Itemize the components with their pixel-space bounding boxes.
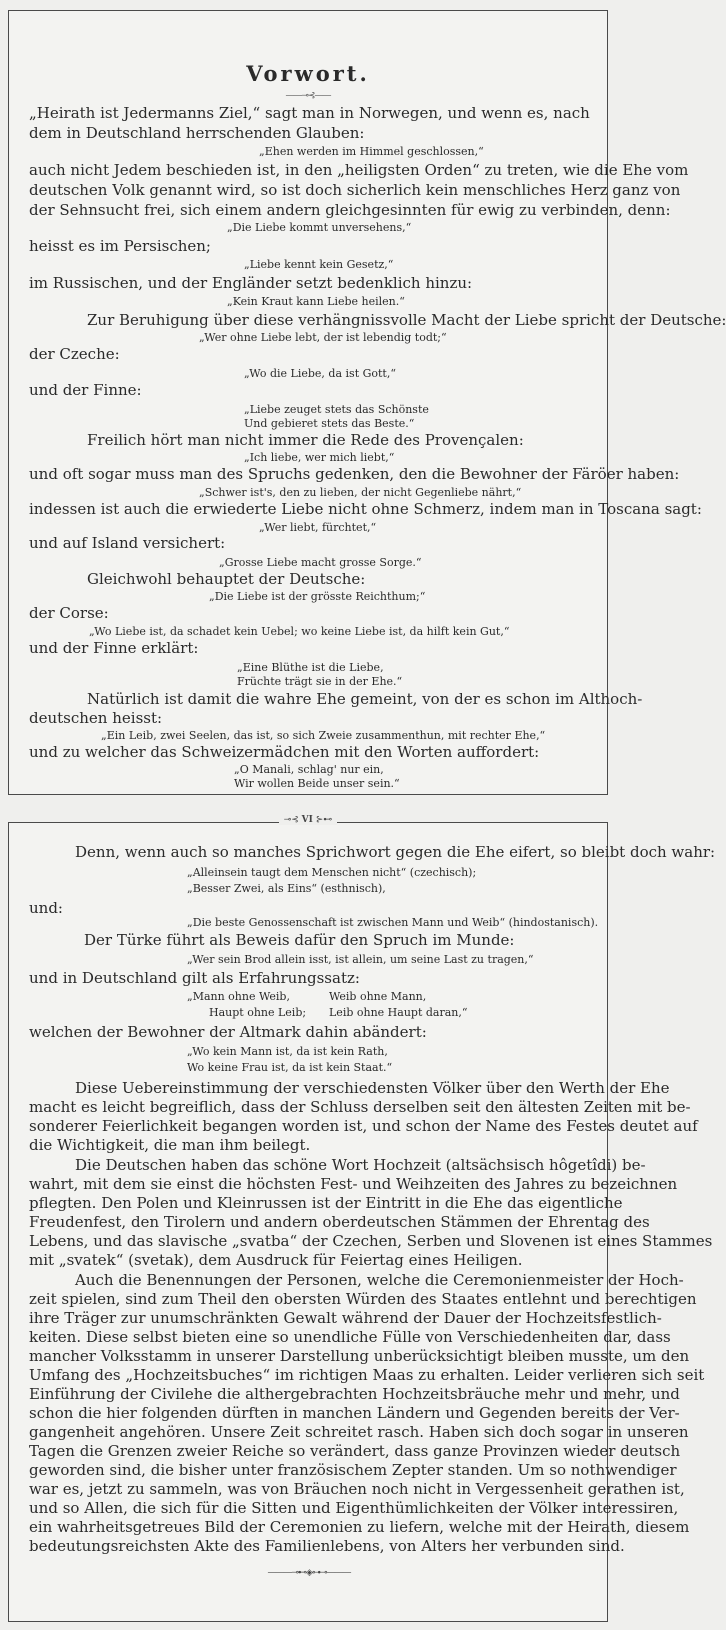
text-line: der Sehnsucht frei, sich einem andern gleichgesinnten für ewig zu verbinden, denn: (29, 201, 671, 219)
text-line: und der Finne erklärt: (29, 639, 199, 657)
text-line: mancher Volksstamm in unserer Darstellung unberücksichtigt bleiben musste, um den (29, 1347, 690, 1365)
text-line: indessen ist auch die erwiederte Liebe nicht ohne Schmerz, indem man in Toscana sagt: (29, 500, 702, 518)
text-line: macht es leicht begreiflich, dass der Schluss derselben seit den ältesten Zeiten mit be- (29, 1098, 691, 1116)
quote-line: „Die beste Genossenschaft ist zwischen Mann und Weib“ (hindostanisch). (187, 916, 599, 929)
text-line: pflegten. Den Polen und Kleinrussen ist der Eintritt in die Ehe das eigentliche (29, 1194, 623, 1212)
text-line: heisst es im Persischen; (29, 237, 211, 255)
end-ornament: ———⊸⊷◈⊶⊸——— (267, 1568, 351, 1578)
text-line: der Corse: (29, 604, 109, 622)
text-line: Auch die Benennungen der Personen, welche die Ceremonienmeister der Hoch- (75, 1271, 684, 1289)
quote-line: „Liebe zeuget stets das Schönste (244, 403, 429, 416)
quote-line: „Ehen werden im Himmel geschlossen,“ (259, 145, 484, 158)
quote-line: „Die Liebe ist der grösste Reichthum;“ (209, 590, 426, 603)
page-vorwort (8, 10, 726, 795)
text-line: Lebens, und das slavische „svatba“ der Czechen, Serben und Slovenen ist eines Stammes (29, 1232, 713, 1250)
text-line: mit „svatek“ (svetak), dem Ausdruck für Feiertag eines Heiligen. (29, 1251, 523, 1269)
text-line: Tagen die Grenzen zweier Reiche so verändert, dass ganze Provinzen wieder deutsch (29, 1442, 681, 1460)
text-line: gangenheit angehören. Unsere Zeit schreitet rasch. Haben sich doch sogar in unseren (29, 1423, 689, 1441)
text-line: Natürlich ist damit die wahre Ehe gemeint, von der es schon im Althoch- (87, 690, 643, 708)
quote-line: „Mann ohne Weib, (187, 990, 290, 1003)
text-line: keiten. Diese selbst bieten eine so unendliche Fülle von Verschiedenheiten dar, dass (29, 1328, 671, 1346)
text-line: und: (29, 899, 63, 917)
text-line: und zu welcher das Schweizermädchen mit den Worten auffordert: (29, 743, 540, 761)
text-line: wahrt, mit dem sie einst die höchsten Fest- und Weihzeiten des Jahres zu bezeichnen (29, 1175, 678, 1193)
quote-line: Leib ohne Haupt daran,“ (329, 1006, 468, 1019)
text-line: und in Deutschland gilt als Erfahrungssatz: (29, 969, 360, 987)
text-line: und oft sogar muss man des Spruchs gedenken, den die Bewohner der Färöer haben: (29, 465, 680, 483)
text-line: dem in Deutschland herrschenden Glauben: (29, 124, 365, 142)
text-line: war es, jetzt zu sammeln, was von Bräuchen noch nicht in Vergessenheit gerathen ist, (29, 1480, 685, 1498)
quote-line: „O Manali, schlag' nur ein, (234, 763, 384, 776)
quote-line: „Ein Leib, zwei Seelen, das ist, so sich Zweie zusammenthun, mit rechter Ehe,“ (101, 729, 546, 742)
text-line: der Czeche: (29, 345, 120, 363)
text-line: Diese Uebereinstimmung der verschiedensten Völker über den Werth der Ehe (75, 1079, 670, 1097)
text-line: und der Finne: (29, 381, 142, 399)
text-line: Die Deutschen haben das schöne Wort Hochzeit (altsächsisch hôgetîdi) be- (75, 1156, 646, 1174)
quote-line: „Die Liebe kommt unversehens,“ (227, 221, 412, 234)
text-line: deutschen Volk genannt wird, so ist doch sicherlich kein menschliches Herz ganz von (29, 181, 681, 199)
quote-line: „Liebe kennt kein Gesetz,“ (244, 258, 394, 271)
quote-line: „Wer sein Brod allein isst, ist allein, um seine Last zu tragen,“ (187, 953, 534, 966)
text-line: die Wichtigkeit, die man ihm beilegt. (29, 1136, 311, 1154)
text-line: deutschen heisst: (29, 709, 163, 727)
text-line: „Heirath ist Jedermanns Ziel,“ sagt man in Norwegen, und wenn es, nach (29, 104, 590, 122)
text-line: und so Allen, die sich für die Sitten und Eigenthümlichkeiten der Völker interessiren, (29, 1499, 679, 1517)
text-line: Zur Beruhigung über diese verhängnissvolle Macht der Liebe spricht der Deutsche: (87, 311, 726, 329)
page-vi (8, 815, 716, 1622)
text-line: ein wahrheitsgetreues Bild der Ceremonien zu liefern, welche mit der Heirath, diesem (29, 1518, 690, 1536)
quote-line: „Wer liebt, fürchtet,“ (259, 521, 377, 534)
quote-line: „Grosse Liebe macht grosse Sorge.“ (219, 556, 422, 569)
text-line: welchen der Bewohner der Altmark dahin abändert: (29, 1023, 427, 1041)
quote-line: Wo keine Frau ist, da ist kein Staat.“ (187, 1061, 393, 1074)
text-line: und auf Island versichert: (29, 534, 226, 552)
quote-line: Haupt ohne Leib; (209, 1006, 307, 1019)
title-ornament: ——⊸⊰—— (285, 91, 331, 101)
text-line: Der Türke führt als Beweis dafür den Spruch im Munde: (84, 931, 515, 949)
text-line: Einführung der Civilehe die althergebrachten Hochzeitsbräuche mehr und mehr, und (29, 1385, 680, 1403)
quote-line: „Schwer ist's, den zu lieben, der nicht Gegenliebe nährt,“ (199, 486, 522, 499)
text-line: Freudenfest, den Tirolern und andern oberdeutschen Stämmen der Ehrentag des (29, 1213, 650, 1231)
quote-line: Weib ohne Mann, (329, 990, 427, 1003)
text-line: ihre Träger zur unumschränkten Gewalt während der Dauer der Hochzeitsfestlich- (29, 1309, 662, 1327)
text-line: sonderer Feierlichkeit begangen worden ist, und schon der Name des Festes deutet auf (29, 1117, 698, 1135)
text-line: im Russischen, und der Engländer setzt bedenklich hinzu: (29, 274, 473, 292)
quote-line: „Alleinsein taugt dem Menschen nicht“ (czechisch); (187, 866, 477, 879)
text-line: zeit spielen, sind zum Theil den obersten Würden des Staates entlehnt und berechtigen (29, 1290, 697, 1308)
quote-line: „Wo kein Mann ist, da ist kein Rath, (187, 1045, 388, 1058)
quote-line: Wir wollen Beide unser sein.“ (234, 777, 400, 790)
page-title: Vorwort. (246, 61, 370, 86)
page-number: ⊸⊰ VI ⊱⊷ (9, 815, 607, 825)
text-line: schon die hier folgenden dürften in manchen Ländern und Gegenden bereits der Ver- (29, 1404, 680, 1422)
quote-line: „Wo die Liebe, da ist Gott,“ (244, 367, 396, 380)
quote-line: „Wo Liebe ist, da schadet kein Uebel; wo keine Liebe ist, da hilft kein Gut,“ (89, 625, 510, 638)
quote-line: „Eine Blüthe ist die Liebe, (237, 661, 384, 674)
text-line: auch nicht Jedem beschieden ist, in den „heiligsten Orden“ zu treten, wie die Ehe vom (29, 161, 689, 179)
text-line: Denn, wenn auch so manches Sprichwort gegen die Ehe eifert, so bleibt doch wahr: (75, 843, 716, 861)
text-line: Umfang des „Hochzeitsbuches“ im richtigen Maas zu erhalten. Leider verlieren sich seit (29, 1366, 705, 1384)
text-line: bedeutungsreichsten Akte des Familienlebens, von Alters her verbunden sind. (29, 1537, 625, 1555)
quote-line: Und gebieret stets das Beste.“ (244, 417, 415, 430)
quote-line: Früchte trägt sie in der Ehe.“ (237, 675, 403, 688)
text-line: Freilich hört man nicht immer die Rede des Provençalen: (87, 431, 524, 449)
quote-line: „Ich liebe, wer mich liebt,“ (244, 451, 395, 464)
quote-line: „Kein Kraut kann Liebe heilen.“ (227, 295, 405, 308)
quote-line: „Besser Zwei, als Eins“ (esthnisch), (187, 882, 386, 895)
text-line: Gleichwohl behauptet der Deutsche: (87, 570, 366, 588)
text-line: geworden sind, die bisher unter französischem Zepter standen. Um so nothwendiger (29, 1461, 677, 1479)
quote-line: „Wer ohne Liebe lebt, der ist lebendig todt;“ (199, 331, 447, 344)
